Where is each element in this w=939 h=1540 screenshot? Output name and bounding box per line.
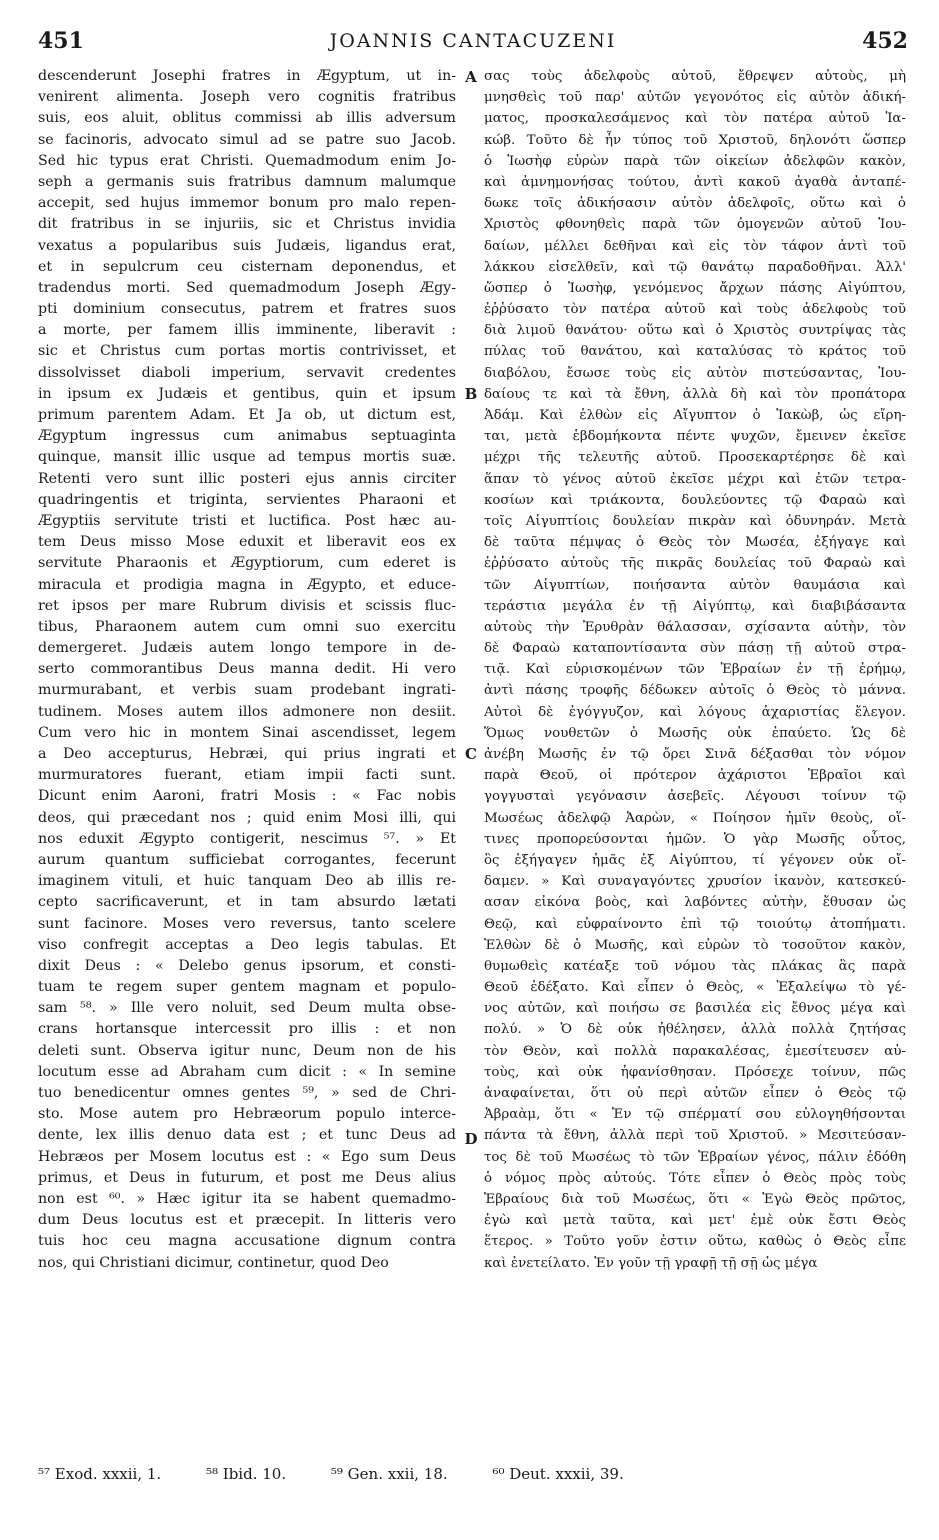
latin-text-line: a morte, per famem illis imminente, liberavit :: [38, 322, 456, 339]
latin-text-line: suis, eos aluit, oblitus commissi ab illis adversum: [38, 110, 456, 127]
greek-text-line: Θεῷ, καὶ εὐφραίνοντο ἐπὶ τῷ τοιούτῳ ἀτοπήματι.: [484, 916, 906, 932]
latin-text-line: Cum vero hic in montem Sinai ascendisset, legem: [38, 724, 456, 741]
latin-text-line: demergeret. Judæis autem longo tempore in de-: [38, 640, 456, 657]
greek-text-line: παρὰ Θεοῦ, οἱ πρότερον ἀχάριστοι Ἑβραῖοι καὶ: [484, 768, 906, 784]
latin-text-line: primum parentem Adam. Et Ja ob, ut dictum est,: [38, 407, 456, 423]
latin-text-line: ret ipsos per mare Rubrum divisis et scissis fluc-: [38, 597, 456, 614]
latin-text-line: imaginem vituli, et huic tanquam Deo ab illis re-: [38, 873, 456, 890]
greek-text-line: Ὅμως νουθετῶν ὁ Μωσῆς οὐκ ἐπαύετο. Ὡς δὲ: [484, 725, 906, 741]
greek-text-line: λάκκου εἰσελθεῖν, καὶ τῷ θανάτῳ παραδοθῆναι. Ἀλλ': [484, 259, 906, 275]
greek-text-line: καὶ ἀμνημονήσας τούτου, ἀντὶ κακοῦ ἀγαθὰ ἀνταπέ-: [484, 174, 906, 190]
latin-text-line: in ipsum ex Judæis et gentibus, quin et ipsum: [38, 385, 456, 402]
greek-text-line: ἀντὶ πάσης τροφῆς δέδωκεν αὐτοῖς ὁ Θεὸς τὸ μάννα.: [484, 683, 906, 699]
greek-text-line: δαίων, μέλλει δεθῆναι καὶ εἰς τὸν τάφον ἀντὶ τοῦ: [484, 238, 906, 254]
latin-column: [38, 66, 456, 1456]
greek-text-line: Θεοῦ ἐδέξατο. Καὶ εἶπεν ὁ Θεὸς, « Ἐξαλείψω τὸ γέ-: [484, 980, 906, 996]
latin-text-line: nos, qui Christiani dicimur, continetur, quod Deo: [38, 1254, 389, 1271]
greek-text-line: δὲ Φαραὼ καταποντίσαντα σὺν πάσῃ τῇ αὐτοῦ στρα-: [484, 641, 906, 657]
greek-text-line: ὃς ἐξήγαγεν ἡμᾶς ἐξ Αἰγύπτου, τί γέγονεν οὐκ οἴ-: [484, 852, 906, 868]
greek-text-line: Ἀβραὰμ, ὅτι « Ἐν τῷ σπέρματί σου εὐλογηθήσονται: [484, 1107, 906, 1123]
latin-text-line: se facinoris, advocato simul ad se patre suo Jacob.: [38, 131, 456, 148]
greek-text-line: δὲ ταῦτα πέμψας ὁ Θεὸς τὸν Μωσέα, ἐξήγαγε καὶ: [484, 535, 906, 551]
latin-text-line: accepit, sed hujus immemor bonum pro malo repen-: [38, 195, 456, 212]
greek-text-line: διὰ λιμοῦ θανάτου· οὕτω καὶ ὁ Χριστὸς συντρίψας τὰς: [484, 323, 906, 339]
greek-text-line: Μωσέως ἀδελφῷ Ἀαρὼν, « Ποίησον ἡμῖν θεοὺς, οἵ-: [484, 810, 906, 826]
margin-letter-d: D: [464, 1130, 478, 1148]
greek-text-line: τοῖς Αἰγυπτίοις δουλείαν πικρὰν καὶ ὀδυνηράν. Μετὰ: [484, 513, 906, 529]
latin-text-line: tradendus morti. Sed quemadmodum Joseph Ægy-: [38, 279, 456, 296]
latin-text-line: aurum quantum sufficiebat corrogantes, fecerunt: [38, 851, 456, 868]
latin-text-line: Ægyptum ingressus cum animabus septuaginta: [38, 428, 456, 445]
latin-text-line: tuo benedicentur omnes gentes ⁵⁹, » sed de Chri-: [38, 1085, 456, 1101]
greek-text-line: μέχρι τῆς τελευτῆς αὐτοῦ. Προσεκαρτέρησε δὲ καὶ: [484, 450, 906, 466]
greek-text-line: ἐγὼ καὶ μετὰ ταῦτα, καὶ μετ' ἐμὲ οὐκ ἔστι Θεὸς: [484, 1213, 906, 1229]
latin-text-line: quinque, mansit illic usque ad tempus mortis suæ.: [38, 449, 456, 466]
greek-text-line: αὐτοὺς τὴν Ἐρυθρὰν θάλασσαν, σχίσαντα αὐτὴν, τὸν: [484, 619, 906, 635]
greek-text-line: τιᾷ. Καὶ εὑρισκομένων τῶν Ἑβραίων ἐν τῇ ἐρήμῳ,: [484, 662, 906, 678]
latin-text-line: sic et Christus cum portas mortis contrivisset, et: [38, 343, 456, 360]
latin-text-line: sunt facinore. Moses vero reversus, tanto scelere: [38, 915, 456, 932]
greek-text-line: τοὺς, καὶ οὐκ ἠφανίσθησαν. Πρόσεχε τοίνυν, πῶς: [484, 1064, 906, 1080]
latin-text-line: venirent alimenta. Joseph vero cognitis fratribus: [38, 89, 456, 106]
latin-text-line: Sed hic typus erat Christi. Quemadmodum enim Jo-: [38, 152, 456, 169]
latin-text-line: et in sepulcrum ceu cisternam deponendus, et: [38, 258, 456, 275]
greek-text-line: τινες προπορεύσονται ἡμῶν. Ὁ γὰρ Μωσῆς οὗτος,: [484, 831, 906, 847]
footnote-59: ⁵⁹ Gen. xxii, 18.: [330, 1465, 448, 1483]
greek-text-line: ἐῤῥύσατο αὐτοὺς τῆς πικρᾶς δουλείας τοῦ Φαραὼ καὶ: [484, 556, 906, 572]
latin-text-line: cepto sacrificaverunt, et in tam absurdo lætati: [38, 894, 456, 911]
latin-text-line: Ægyptiis servitute tristi et luctifica. Post hæc au-: [38, 512, 456, 529]
latin-text-line: tem Deus misso Mose eduxit et liberavit eos ex: [38, 534, 456, 551]
margin-letter-c: C: [465, 745, 477, 763]
page-number-left: 451: [38, 28, 84, 54]
latin-text-line: dente, lex illis denuo data est ; et tunc Deus ad: [38, 1127, 456, 1144]
latin-text-line: primus, et Deus in futurum, et post me Deus alius: [38, 1169, 456, 1186]
greek-text-line: ὁ Ἰωσὴφ εὑρὼν παρὰ τῶν οἰκείων ἀδελφῶν κακὸν,: [484, 153, 906, 169]
greek-text-line: ται, μετὰ ἑβδομήκοντα πέντε ψυχῶν, ἔμεινεν ἐκεῖσε: [484, 429, 906, 445]
latin-text-line: nos eduxit Ægypto contigerit, nescimus ⁵⁷. » Et: [38, 830, 456, 847]
greek-text-line: Ἑβραίους διὰ τοῦ Μωσέως, ὅτι « Ἐγὼ Θεὸς πρῶτος,: [484, 1191, 906, 1207]
greek-text-line: ἕτερος. » Τοῦτο γοῦν ἐστιν οὕτω, καθὼς ὁ Θεὸς εἶπε: [484, 1234, 906, 1250]
latin-text-line: Retenti vero sunt illic posteri ejus annis circiter: [38, 470, 456, 487]
latin-text-line: deleti sunt. Observa igitur nunc, Deum non de his: [38, 1042, 456, 1059]
greek-text-line: σας τοὺς ἀδελφοὺς αὐτοῦ, ἔθρεψεν αὐτοὺς, μὴ: [484, 69, 906, 84]
greek-text-line: τος δὲ τοῦ Μωσέως τὸ τῶν Ἑβραίων γένος, πάλιν ἐδόθη: [484, 1149, 906, 1165]
greek-text-line: κώβ. Τοῦτο δὲ ἦν τύπος τοῦ Χριστοῦ, δηλονότι ὥσπερ: [484, 132, 906, 148]
greek-text-line: ἐῤῥύσατο τὸν πατέρα αὐτοῦ καὶ τοὺς ἀδελφοὺς τοῦ: [484, 302, 906, 318]
greek-text-line: θυμωθεὶς κατέαξε τοῦ νόμου τὰς πλάκας ἃς παρὰ: [484, 958, 906, 974]
latin-text-line: viso confregit acceptas a Deo legis tabulas. Et: [38, 936, 456, 953]
latin-text-line: a Deo accepturus, Hebræi, qui prius ingrati et: [38, 746, 456, 762]
latin-text-line: tibus, Pharaonem autem cum omni suo exercitu: [38, 618, 456, 635]
running-title: JOANNIS CANTACUZENI: [329, 30, 617, 52]
page-number-right: 452: [862, 28, 908, 54]
latin-text-line: descenderunt Josephi fratres in Ægyptum, ut in-: [38, 68, 456, 84]
latin-text-line: murmuratores fuerant, etiam impii facti sunt.: [38, 767, 456, 784]
greek-text-line: ασαν εἰκόνα βοὸς, καὶ λαβόντες αὐτὴν, ἔθυσαν ὡς: [484, 895, 906, 911]
greek-text-line: Ἐλθὼν δὲ ὁ Μωσῆς, καὶ εὑρὼν τὸ τοσοῦτον κακὸν,: [484, 937, 906, 953]
greek-text-line: μνησθεὶς τοῦ παρ' αὐτῶν γεγονότος εἰς αὐτὸν ἀδική-: [484, 90, 906, 106]
greek-text-line: ὁ νόμος πρὸς αὐτούς. Τότε εἶπεν ὁ Θεὸς πρὸς τοὺς: [484, 1170, 906, 1186]
latin-text-line: pti dominium consecutus, patrem et fratres suos: [38, 301, 456, 318]
latin-text-line: deos, qui præcedant nos ; quid enim Mosi illi, qui: [38, 809, 456, 826]
greek-text-line: διαβόλου, ἔσωσε τοὺς εἰς αὐτὸν πιστεύσαντας, Ἰου-: [484, 365, 906, 381]
greek-text-line: πολύ. » Ὁ δὲ οὐκ ἠθέλησεν, ἀλλὰ πολλὰ ζητήσας: [484, 1022, 906, 1038]
footnote-57: ⁵⁷ Exod. xxxii, 1.: [38, 1465, 162, 1483]
footnotes: [38, 1462, 908, 1486]
greek-text-line: Χριστὸς φθονηθεὶς παρὰ τῶν ὁμογενῶν αὐτοῦ Ἰου-: [484, 217, 906, 233]
greek-column: [484, 66, 906, 1456]
latin-text-line: seph a germanis suis fratribus damnum malumque: [38, 173, 456, 190]
latin-text-line: murmurabant, et verbis suam prodebant ingrati-: [38, 682, 456, 699]
greek-text-line: πύλας τοῦ θανάτου, καὶ καταλύσας τὸ κράτος τοῦ: [484, 344, 906, 360]
latin-text-line: servitute Pharaonis et Ægyptiorum, cum ederet is: [38, 555, 456, 572]
footnote-58: ⁵⁸ Ibid. 10.: [205, 1465, 287, 1483]
greek-text-line: γογγυσταὶ γεγόνασιν ἀσεβεῖς. Λέγουσι τοίνυν τῷ: [484, 789, 906, 805]
footnote-60: ⁶⁰ Deut. xxxii, 39.: [492, 1465, 624, 1483]
greek-text-line: δαίους τε καὶ τὰ ἔθνη, ἀλλὰ δὴ καὶ τὸν προπάτορα: [484, 386, 906, 402]
latin-text-line: sam ⁵⁸. » Ille vero noluit, sed Deum multa obse-: [38, 1000, 456, 1017]
greek-text-line: τὸν Θεὸν, καὶ πολλὰ παρακαλέσας, ἐμεσίτευσεν αὐ-: [484, 1043, 906, 1059]
greek-text-line: καὶ ἐνετείλατο. Ἐν γοῦν τῇ γραφῇ τῇ σῇ ὡς μέγα: [484, 1255, 818, 1271]
greek-text-line: ἅπαν τὸ γένος αὐτοῦ ἐκεῖσε μέχρι καὶ ἐτῶν τετρα-: [484, 471, 906, 487]
greek-text-line: νος αὐτῶν, καὶ ποιήσω σε βασιλέα εἰς ἔθνος μέγα καὶ: [484, 1001, 906, 1017]
greek-text-line: Ἀδάμ. Καὶ ἐλθὼν εἰς Αἴγυπτον ὁ Ἰακὼβ, ὡς εἴρη-: [484, 408, 906, 423]
greek-text-line: κοσίων καὶ τριάκοντα, δουλεύοντες τῷ Φαραὼ καὶ: [484, 492, 906, 508]
margin-letter-a: A: [465, 68, 477, 86]
greek-text-line: τεράστια μεγάλα ἐν τῇ Αἰγύπτῳ, καὶ διαβιβάσαντα: [484, 598, 906, 614]
latin-text-line: tuam te regem super gentem magnam et populo-: [38, 979, 456, 996]
greek-text-line: ἀναφαίνεται, ὅτι οὐ περὶ αὐτῶν εἶπεν ὁ Θεὸς τῷ: [484, 1086, 906, 1101]
latin-text-line: Dicunt enim Aaroni, fratri Mosis : « Fac nobis: [38, 788, 456, 805]
greek-text-line: πάντα τὰ ἔθνη, ἀλλὰ περὶ τοῦ Χριστοῦ. » Μεσιτεύσαν-: [484, 1128, 906, 1144]
latin-text-line: dixit Deus : « Delebo genus ipsorum, et consti-: [38, 957, 456, 974]
latin-text-line: Hebræos per Mosem locutus est : « Ego sum Deus: [38, 1148, 456, 1165]
latin-text-line: crans hortansque intercessit pro illis : et non: [38, 1021, 456, 1038]
latin-text-line: quadringentis et triginta, servientes Pharaoni et: [38, 491, 456, 508]
latin-text-line: non est ⁶⁰. » Hæc igitur ita se habent quemadmo-: [38, 1190, 456, 1207]
greek-text-line: ματος, προσκαλεσάμενος καὶ τὸν πατέρα αὐτοῦ Ἰα-: [484, 111, 906, 127]
latin-text-line: tuis hoc ceu magna accusatione dignum contra: [38, 1233, 456, 1250]
latin-text-line: dum Deus locutus est et præcepit. In litteris vero: [38, 1212, 456, 1229]
latin-text-line: tudinem. Moses autem illos admonere non desiit.: [38, 703, 456, 720]
running-header: [38, 28, 908, 62]
greek-text-line: δαμεν. » Καὶ συναγαγόντες χρυσίον ἱκανὸν, κατεσκεύ-: [484, 874, 906, 890]
latin-text-line: dit fratribus in se injuriis, sic et Christus invidia: [38, 216, 456, 233]
latin-text-line: locutum esse ad Abraham cum dicit : « In semine: [38, 1063, 456, 1080]
greek-text-line: δωκε τοῖς ἀδικήσασιν αὐτὸν ἀδελφοῖς, οὕτω καὶ ὁ: [484, 196, 906, 212]
greek-text-line: Αὐτοὶ δὲ ἐγόγγυζον, καὶ λόγους ἀχαριστίας ἔλεγον.: [484, 704, 906, 720]
latin-text-line: serto commorantibus Deus manna dedit. Hi vero: [38, 661, 456, 678]
margin-letter-b: B: [464, 385, 478, 403]
greek-text-line: ἀνέβη Μωσῆς ἐν τῷ ὄρει Σινᾶ δέξασθαι τὸν νόμον: [484, 747, 906, 762]
greek-text-line: ὥσπερ ὁ Ἰωσὴφ, γενόμενος ἄρχων πάσης Αἰγύπτου,: [484, 280, 906, 296]
latin-text-line: dissolvisset diaboli imperium, servavit credentes: [38, 364, 456, 381]
latin-text-line: sto. Mose autem pro Hebræorum populo interce-: [38, 1106, 456, 1123]
latin-text-line: vexatus a popularibus suis Judæis, ligandus erat,: [38, 237, 456, 254]
latin-text-line: miracula et prodigia magna in Ægypto, et educe-: [38, 576, 456, 593]
greek-text-line: τῶν Αἰγυπτίων, ποιήσαντα αὐτὸν θαυμάσια καὶ: [484, 577, 906, 593]
